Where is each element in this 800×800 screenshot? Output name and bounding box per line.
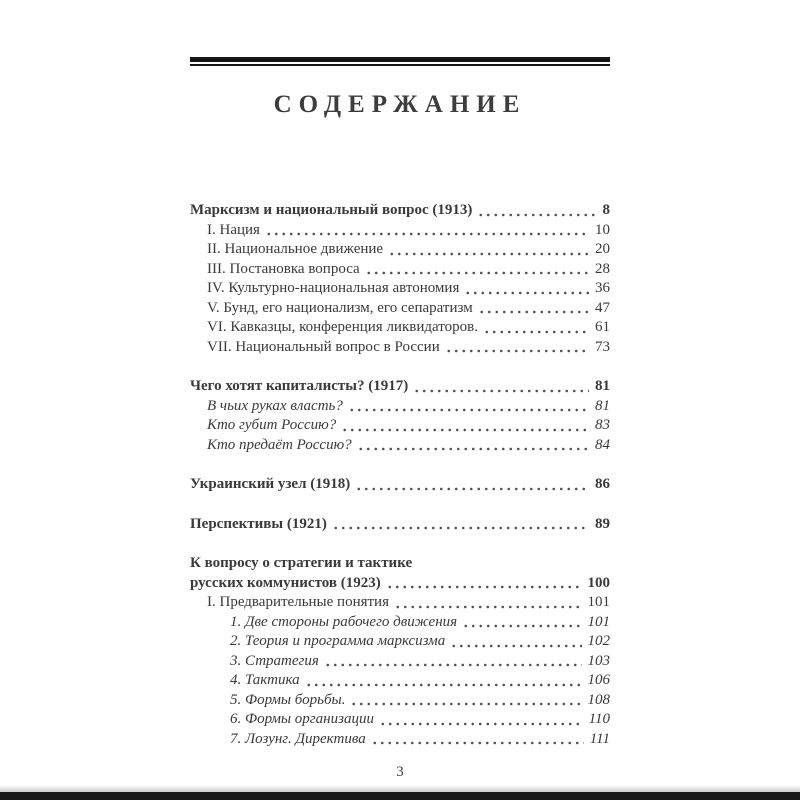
dot-leader (379, 710, 583, 730)
toc-entry (190, 299, 610, 319)
book-page (190, 0, 610, 781)
toc-entry-page: 108 (587, 691, 610, 708)
toc-entry-page: 86 (595, 476, 610, 492)
dot-leader (350, 691, 581, 711)
toc-entry-label: VI. Кавказцы, конференция ликвидаторов. (207, 319, 478, 335)
toc-entry-page: 106 (587, 672, 610, 688)
toc-entry-label: VII. Национальный вопрос в России (207, 338, 440, 355)
dot-leader (413, 377, 589, 397)
toc-entry (190, 652, 610, 672)
toc-entry-page: 10 (595, 221, 610, 238)
toc-entry-label: V. Бунд, его национализм, его сепаратизм (207, 299, 473, 316)
dot-leader (462, 613, 581, 633)
toc-entry (190, 710, 610, 730)
toc-entry-page: 111 (589, 730, 610, 747)
toc-entry-page: 47 (595, 299, 610, 316)
toc-entry-label: Чего хотят капиталисты? (1917) (190, 378, 409, 394)
toc-entry (190, 730, 610, 750)
toc-entry (190, 377, 610, 397)
toc-entry-page: 103 (587, 652, 610, 669)
toc-entry-label: I. Нация (207, 221, 260, 238)
page-title: СОДЕРЖАНИЕ (273, 91, 527, 118)
toc-entry-page: 83 (595, 417, 610, 433)
dot-leader (348, 397, 589, 417)
toc-entry (190, 201, 610, 221)
toc-entry-page: 36 (595, 280, 610, 296)
dot-leader (445, 338, 589, 358)
dot-leader (324, 652, 582, 672)
toc-entry (190, 475, 610, 495)
toc-entry (190, 574, 610, 594)
toc-entry-page: 101 (587, 613, 610, 630)
toc-entry (190, 416, 610, 436)
dot-leader (483, 318, 589, 338)
page-bottom-shadow (0, 785, 800, 792)
toc-entry-label: К вопросу о стратегии и тактике (190, 555, 413, 571)
toc-list (190, 201, 610, 749)
toc-entry (190, 397, 610, 417)
dot-leader (332, 515, 589, 535)
toc-entry-label: 1. Две стороны рабочего движения (230, 613, 458, 630)
dot-leader (388, 240, 589, 260)
dot-leader (357, 436, 589, 456)
toc-entry-page: 110 (588, 711, 610, 727)
toc-entry-page: 73 (595, 338, 610, 355)
dot-leader (478, 299, 589, 319)
toc-entry-page: 84 (595, 436, 610, 453)
toc-entry-page: 8 (602, 202, 610, 218)
toc-entry-page: 100 (587, 574, 610, 591)
rule-thin-line (190, 64, 610, 66)
dot-leader (464, 279, 589, 299)
toc-entry-label: 6. Формы организации (230, 711, 374, 727)
dot-leader (477, 201, 596, 221)
toc-entry-page: 89 (595, 515, 610, 532)
toc-entry (190, 318, 610, 338)
toc-entry-label: Перспективы (1921) (190, 515, 327, 532)
toc-entry-label: В чьих руках власть? (207, 397, 343, 414)
toc-entry-label: Кто предаёт Россию? (207, 436, 352, 453)
toc-entry-label: 3. Стратегия (230, 652, 319, 669)
toc-entry-label: III. Постановка вопроса (207, 260, 360, 277)
toc-entry-label: IV. Культурно-национальная автономия (207, 280, 460, 296)
page-bottom-edge (0, 792, 800, 800)
dot-leader (265, 221, 589, 241)
toc-entry (190, 691, 610, 711)
toc-entry (190, 515, 610, 535)
dot-leader (305, 671, 582, 691)
toc-entry-label: Кто губит Россию? (207, 417, 337, 433)
toc-entry (190, 338, 610, 358)
dot-leader (365, 260, 589, 280)
toc-entry (190, 240, 610, 260)
toc-entry-label: Украинский узел (1918) (190, 476, 351, 492)
toc-entry-page: 20 (595, 241, 610, 257)
toc-entry (190, 613, 610, 633)
toc-entry-page: 61 (595, 319, 610, 335)
toc-entry (190, 593, 610, 613)
toc-entry-label: русских коммунистов (1923) (190, 574, 381, 591)
dot-leader (371, 730, 584, 750)
dot-leader (355, 475, 589, 495)
toc-entry-page: 101 (587, 594, 610, 610)
decorative-rule (190, 57, 610, 66)
toc-entry-label: 2. Теория и программа марксизма (230, 633, 446, 649)
toc-entry-label: 4. Тактика (230, 672, 300, 688)
toc-entry (190, 436, 610, 456)
toc-entry (190, 260, 610, 280)
toc-entry-label: II. Национальное движение (207, 241, 384, 257)
dot-leader (386, 574, 582, 594)
toc-entry-label: 5. Формы борьбы. (230, 691, 346, 708)
toc-entry (190, 554, 610, 574)
toc-entry-page: 102 (587, 633, 610, 649)
toc-entry (190, 632, 610, 652)
toc-entry-label: I. Предварительные понятия (207, 594, 389, 610)
dot-leader (341, 416, 589, 436)
toc-entry (190, 671, 610, 691)
toc-entry-label: 7. Лозунг. Директива (230, 730, 366, 747)
toc-entry (190, 279, 610, 299)
toc-entry-page: 81 (595, 397, 610, 414)
toc-entry-page: 28 (595, 260, 610, 277)
page-number: 3 (396, 764, 404, 780)
toc-entry-page: 81 (595, 378, 610, 394)
dot-leader (394, 593, 582, 613)
rule-thick-line (190, 57, 610, 62)
toc-entry (190, 221, 610, 241)
dot-leader (450, 632, 581, 652)
toc-entry-label: Марксизм и национальный вопрос (1913) (190, 202, 473, 218)
